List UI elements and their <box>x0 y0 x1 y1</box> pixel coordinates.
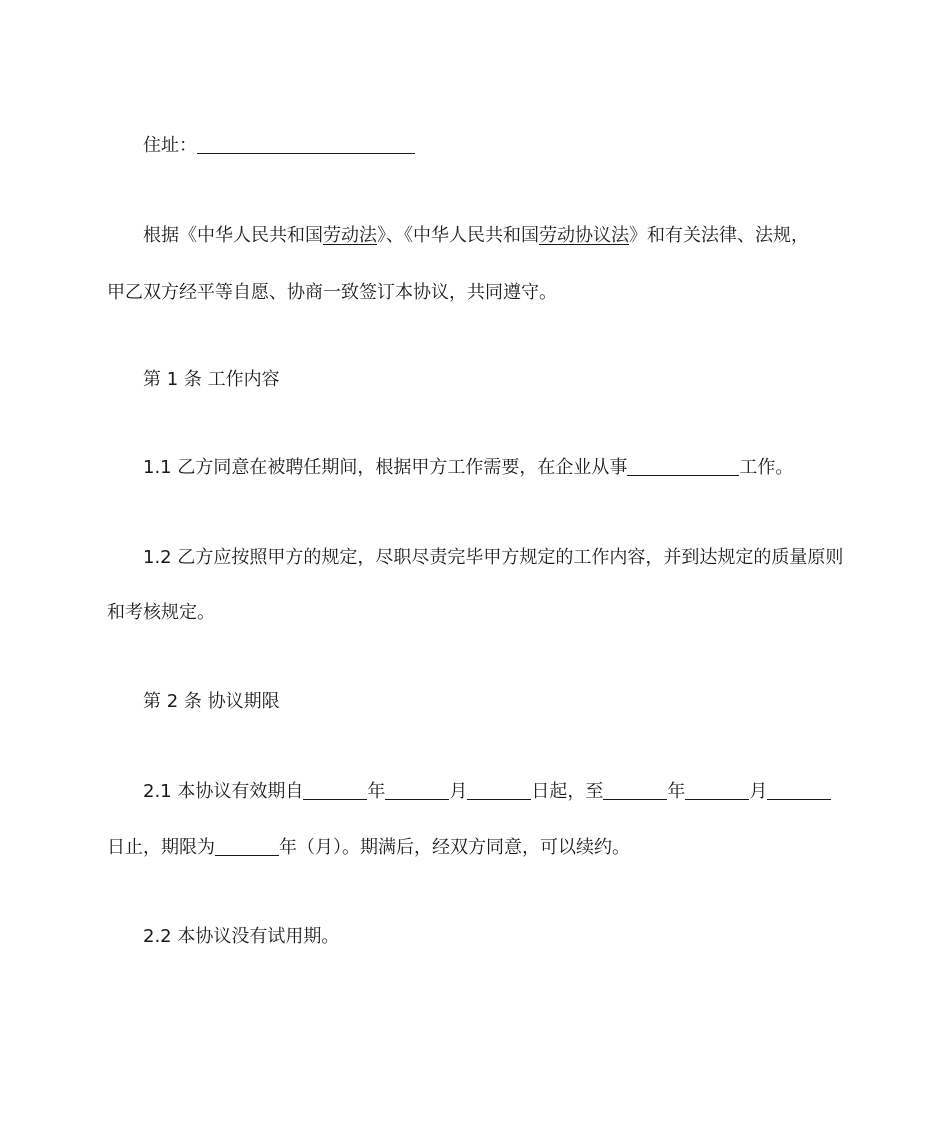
preamble-line-2: 甲乙双方经平等自愿、协商一致签订本协议，共同遵守。 <box>107 282 557 303</box>
end-day-blank[interactable] <box>767 781 831 800</box>
clause-text: 2.1 本协议有效期自 <box>143 781 304 802</box>
article-1-heading: 第 1 条 工作内容 <box>143 369 280 390</box>
clause-2-2: 2.2 本协议没有试用期。 <box>143 926 340 947</box>
year-label: 年 <box>367 781 386 802</box>
article-2-heading: 第 2 条 协议期限 <box>143 691 280 712</box>
job-blank[interactable] <box>627 457 739 476</box>
labor-law-link[interactable]: 劳动法 <box>323 225 377 246</box>
start-day-blank[interactable] <box>467 781 531 800</box>
clause-text: 年（月）。期满后，经双方同意，可以续约。 <box>279 837 630 858</box>
preamble-text: 》、《中华人民共和国 <box>377 225 539 246</box>
clause-1-2-line-1: 1.2 乙方应按照甲方的规定，尽职尽责完毕甲方规定的工作内容，并到达规定的质量原则 <box>143 547 844 568</box>
clause-1-2-line-2: 和考核规定。 <box>107 602 215 623</box>
clause-text: 工作。 <box>739 457 794 478</box>
clause-text: 日止，期限为 <box>107 837 215 858</box>
end-month-blank[interactable] <box>685 781 749 800</box>
clause-1-1 <box>143 456 793 480</box>
address-label: 住址： <box>143 135 197 156</box>
preamble-text: 》和有关法律、法规， <box>629 225 809 246</box>
labor-contract-law-link[interactable]: 劳动协议法 <box>539 225 629 246</box>
year-label: 年 <box>667 781 686 802</box>
address-blank[interactable] <box>197 135 415 154</box>
clause-text: 1.1 乙方同意在被聘任期间，根据甲方工作需要，在企业从事 <box>143 457 628 478</box>
clause-2-1-line-2 <box>107 836 630 860</box>
end-year-blank[interactable] <box>603 781 667 800</box>
preamble-text: 根据《中华人民共和国 <box>143 225 323 246</box>
clause-2-1-line-1 <box>143 780 831 804</box>
term-blank[interactable] <box>215 837 279 856</box>
address-line <box>143 134 415 158</box>
start-year-blank[interactable] <box>303 781 367 800</box>
preamble-line-1 <box>143 224 809 248</box>
clause-text: 日起，至 <box>531 781 604 802</box>
month-label: 月 <box>449 781 468 802</box>
start-month-blank[interactable] <box>385 781 449 800</box>
month-label: 月 <box>749 781 768 802</box>
